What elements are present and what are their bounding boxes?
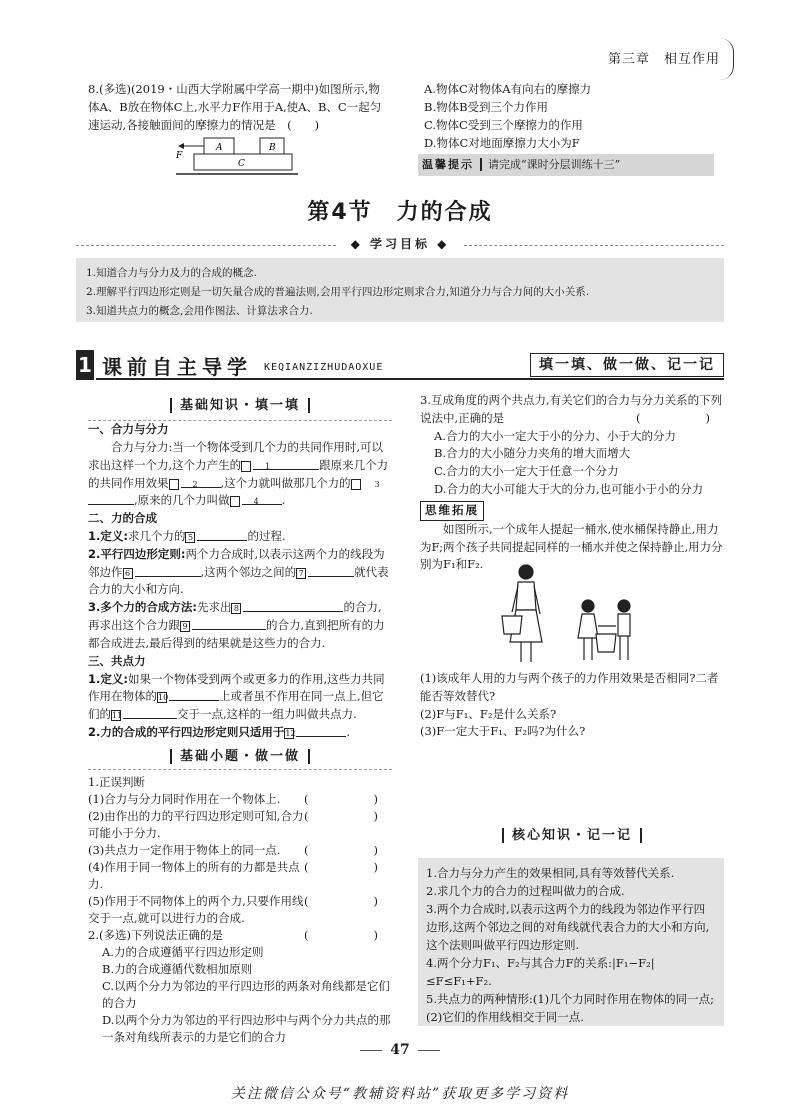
- fill-blank[interactable]: [308, 565, 354, 577]
- core-item: 3.两个力合成时,以表示这两个力的线段为邻边作平行四边形,这两个邻边之间的对角线就代表合力的大小和方向,这个法则叫做平行四边形定则.: [426, 902, 710, 952]
- q8-option-a: A.物体C对物体A有向右的摩擦力: [424, 82, 592, 96]
- fill-blank[interactable]: [253, 458, 319, 470]
- goals-arrow-right-icon: ◆: [430, 237, 450, 251]
- basic-small-questions: [88, 748, 392, 1046]
- q3-text: 3.互成角度的两个共点力,有关它们的合力与分力关系的下列说法中,正确的是: [420, 393, 723, 425]
- core-box: [418, 858, 724, 1026]
- tf-item: [88, 791, 392, 808]
- core-item: 5.共点力的两种情形:(1)几个力同时作用在物体的同一点;(2)它们的作用线相交于同一点.: [426, 992, 715, 1024]
- page-number: [0, 1040, 800, 1062]
- tf-item: [88, 893, 392, 927]
- s3-text: 如果一个物体受到两个或更多力的作用,这些力共同作用在物体的: [88, 671, 385, 704]
- fill-blank[interactable]: [243, 600, 343, 612]
- fill-blank[interactable]: [192, 618, 266, 630]
- blank-number: 10: [158, 693, 169, 703]
- ext-question: (2)F与F₁、F₂是什么关系?: [420, 706, 557, 721]
- tip-label: 温馨提示: [422, 158, 482, 171]
- s1-text: ,原来的几个力叫做: [134, 493, 230, 508]
- ext-label: 思维拓展: [420, 501, 484, 521]
- s3-def-label: 1.定义:: [88, 671, 128, 686]
- module-pinyin: KEQIANZIZHUDAOXUE: [264, 362, 384, 373]
- q2-title: 2.(多选)下列说法正确的是: [88, 928, 223, 942]
- s2-text: 的合力,再求出这个合力跟: [88, 600, 382, 633]
- fill-blank[interactable]: [123, 707, 177, 719]
- q8-diagram: [172, 134, 302, 180]
- blank-number: 12: [285, 728, 296, 738]
- goal-item: 3.知道共点力的概念,会用作图法、计算法求合力.: [86, 305, 313, 317]
- q3-option: D.合力的大小可能大于大的分力,也可能小于小的分力: [434, 482, 704, 497]
- page-number-text: 47: [390, 1042, 410, 1058]
- fill-blank[interactable]: [296, 725, 346, 737]
- q3-option: B.合力的大小随分力夹角的增大而增大: [434, 446, 631, 461]
- s2-text: 两个力合成时,以表示这两个力的线段为邻边作: [88, 546, 385, 579]
- blank-number: 2: [169, 479, 179, 490]
- s1-body: [88, 439, 392, 510]
- core-head: 核心知识・记一记: [502, 828, 642, 843]
- s2-text: 的过程.: [247, 529, 286, 544]
- tf-text: (5)作用于不同物体上的两个力,只要作用线交于一点,就可以进行力的合成.: [88, 894, 304, 925]
- question-8: [88, 80, 388, 134]
- force-arrowhead: [178, 143, 184, 149]
- q8-option-b: B.物体B受到三个力作用: [424, 100, 549, 114]
- s1-text: .: [281, 493, 286, 508]
- child-right-figure: [618, 600, 630, 660]
- s2-text: 就代表合力的大小和方向.: [88, 564, 389, 597]
- fill-blank[interactable]: [88, 493, 134, 505]
- q3-option: C.合力的大小一定大于任意一个分力: [434, 464, 619, 479]
- q3-option: A.合力的大小一定大于小的分力、小于大的分力: [434, 428, 676, 443]
- s2-def-label: 1.定义:: [88, 529, 128, 544]
- blank-number: 4: [230, 496, 240, 507]
- q8-paren: ( ): [287, 118, 320, 132]
- label-f: F: [176, 151, 183, 161]
- fill-blank[interactable]: [135, 565, 201, 577]
- s3-text: 2.力的合成的平行四边形定则只适用于: [88, 724, 285, 739]
- goals-arrow-left-icon: ◆: [350, 237, 370, 251]
- tf-text: (3)共点力一定作用于物体上的同一点.: [88, 843, 281, 857]
- small-head-rule: [88, 769, 392, 770]
- tf-item: [88, 808, 392, 842]
- s3-title: 三、共点力: [88, 653, 146, 668]
- people-illustration: [494, 562, 654, 666]
- q2-option: C.以两个分力为邻边的平行四边形的两条对角线都是它们的合力: [102, 979, 391, 1010]
- child-left-figure: [578, 600, 598, 660]
- s1-text: 跟原来几个力的共同作用效果: [88, 457, 389, 490]
- q8-stem: 8.(多选)(2019・山西大学附属中学高一期中)如图所示,物体A、B放在物体C上,水平力F作用于A,使A、B、C一起匀速运动,各接触面间的摩擦力的情况是: [88, 82, 382, 132]
- s2-def-3: [88, 599, 392, 652]
- s2-def-2: [88, 546, 392, 599]
- tf-item: [88, 842, 392, 859]
- s3-def-2: [88, 724, 392, 742]
- answer-paren[interactable]: ( ): [636, 410, 724, 425]
- footer-note: 关注微信公众号“教辅资料站”获取更多学习资料: [230, 1086, 570, 1102]
- basic-knowledge: [88, 396, 392, 742]
- goal-item: 2.理解平行四边形定则是一切矢量合成的普遍法则,会用平行四边形定则求合力,知道分力与合力间的大小关系.: [86, 286, 590, 298]
- answer-paren[interactable]: ( ): [304, 792, 392, 806]
- goals-box: [76, 258, 724, 322]
- children-bucket: [596, 626, 616, 652]
- section-title: 第4节 力的合成: [307, 200, 493, 225]
- blank-number: 1: [241, 461, 251, 472]
- fill-blank[interactable]: [169, 689, 219, 701]
- ext-questions: [420, 670, 724, 741]
- tip-text: 请完成“课时分层训练十三”: [488, 158, 621, 171]
- q8-option-d: D.物体C对地面摩擦力大小为F: [424, 136, 580, 150]
- basic-head: 基础知识・填一填: [170, 398, 310, 413]
- ext-question: (1)该成年人用的力与两个孩子的力作用效果是否相同?二者能否等效替代?: [420, 671, 719, 703]
- tf-text: (1)合力与分力同时作用在一个物体上.: [88, 792, 281, 806]
- s1-title: 一、合力与分力: [88, 422, 169, 437]
- module-title: 课前自主导学: [102, 355, 252, 379]
- blank-number: 7: [296, 568, 306, 579]
- tf-item: [88, 859, 392, 893]
- blank-number: 3: [351, 479, 361, 490]
- goals-bar: [76, 238, 724, 252]
- module-number: 1: [76, 350, 94, 380]
- question-3: [420, 392, 724, 574]
- q8-options: [424, 80, 724, 152]
- core-item: 2.求几个力的合力的过程叫做力的合成.: [426, 884, 625, 898]
- q2-option: B.力的合成遵循代数相加原则: [102, 962, 253, 976]
- s2-def-1: [88, 528, 392, 546]
- answer-paren[interactable]: ( ): [304, 894, 392, 908]
- tip-box: [418, 154, 714, 176]
- blank-number: 9: [180, 621, 190, 632]
- blank-number: 6: [123, 568, 133, 579]
- s2-text: ,这两个邻边之间的: [200, 564, 297, 579]
- module-subtitle: 填一填、做一做、记一记: [530, 353, 724, 377]
- s2-text: 先求出: [196, 600, 232, 615]
- blank-number: 8: [231, 603, 241, 614]
- s2-def-label: 3.多个力的合成方法:: [88, 600, 197, 615]
- s2-title: 二、力的合成: [88, 511, 157, 526]
- answer-paren[interactable]: ( ): [304, 860, 392, 874]
- tf-title: 1.正误判断: [88, 775, 145, 789]
- goal-item: 1.知道合力与分力及力的合成的概念.: [86, 267, 257, 279]
- s3-text: 上或者虽不作用在同一点上,但它们的: [88, 689, 384, 722]
- core-item: 4.两个分力F₁、F₂与其合力F的关系:|F₁−F₂|≤F≤F₁+F₂.: [426, 956, 655, 988]
- label-a: A: [216, 143, 223, 153]
- answer-paren[interactable]: ( ): [304, 809, 392, 823]
- ext-text: 如图所示,一个成年人提起一桶水,使水桶保持静止,用力为F;两个孩子共同提起同样的一桶水并使之保持静止,用力分别为F₁和F₂.: [420, 521, 723, 572]
- q8-option-c: C.物体C受到三个摩擦力的作用: [424, 118, 583, 132]
- core-head-wrap: [420, 826, 724, 846]
- tf-text: (4)作用于同一物体上的所有的力都是共点力.: [88, 860, 300, 891]
- q3-stem: [420, 392, 724, 428]
- goals-label: 学习目标: [369, 237, 430, 251]
- small-head: 基础小题・做一做: [170, 749, 310, 764]
- s2-text: 的合力,直到把所有的力都合成进去,最后得到的结果就是这些力的合力.: [88, 618, 385, 650]
- q2-option: D.以两个分力为邻边的平行四边形中与两个分力共点的那一条对角线所表示的力是它们的合力: [102, 1013, 391, 1044]
- module-rule: [96, 378, 724, 380]
- s3-text: .: [346, 724, 351, 739]
- q2-stem: [88, 927, 392, 944]
- fill-blank[interactable]: [197, 529, 247, 541]
- s3-text: 交于一点,这样的一组力叫做共点力.: [177, 707, 357, 722]
- label-c: C: [238, 159, 245, 169]
- answer-paren[interactable]: ( ): [304, 843, 392, 857]
- q2-option: A.力的合成遵循平行四边形定则: [102, 945, 264, 959]
- chapter-header: 第三章 相互作用: [607, 52, 720, 67]
- label-b: B: [269, 143, 276, 153]
- core-item: 1.合力与分力产生的效果相同,具有等效替代关系.: [426, 866, 675, 880]
- s2-text: 求几个力的: [127, 529, 186, 544]
- tf-text: (2)由作出的力的平行四边形定则可知,合力可能小于分力.: [88, 809, 304, 840]
- s3-def-1: [88, 671, 392, 724]
- adult-figure: [502, 565, 542, 662]
- s1-text: 合力与分力:当一个物体受到几个力的共同作用时,可以求出这样一个力,这个力产生的: [88, 439, 384, 472]
- ext-question: (3)F一定大于F₁、F₂吗?为什么?: [420, 724, 586, 739]
- fill-blank[interactable]: [242, 493, 282, 505]
- answer-paren[interactable]: ( ): [304, 928, 392, 942]
- header-bracket: [720, 38, 734, 80]
- blank-number: 11: [112, 711, 123, 721]
- s1-text: ,这个力就叫做那几个力的: [220, 475, 351, 490]
- blank-number: 5: [185, 532, 195, 543]
- module-bar: [76, 350, 724, 380]
- s2-def-label: 2.平行四边形定则:: [88, 546, 186, 561]
- fill-blank[interactable]: [181, 476, 221, 488]
